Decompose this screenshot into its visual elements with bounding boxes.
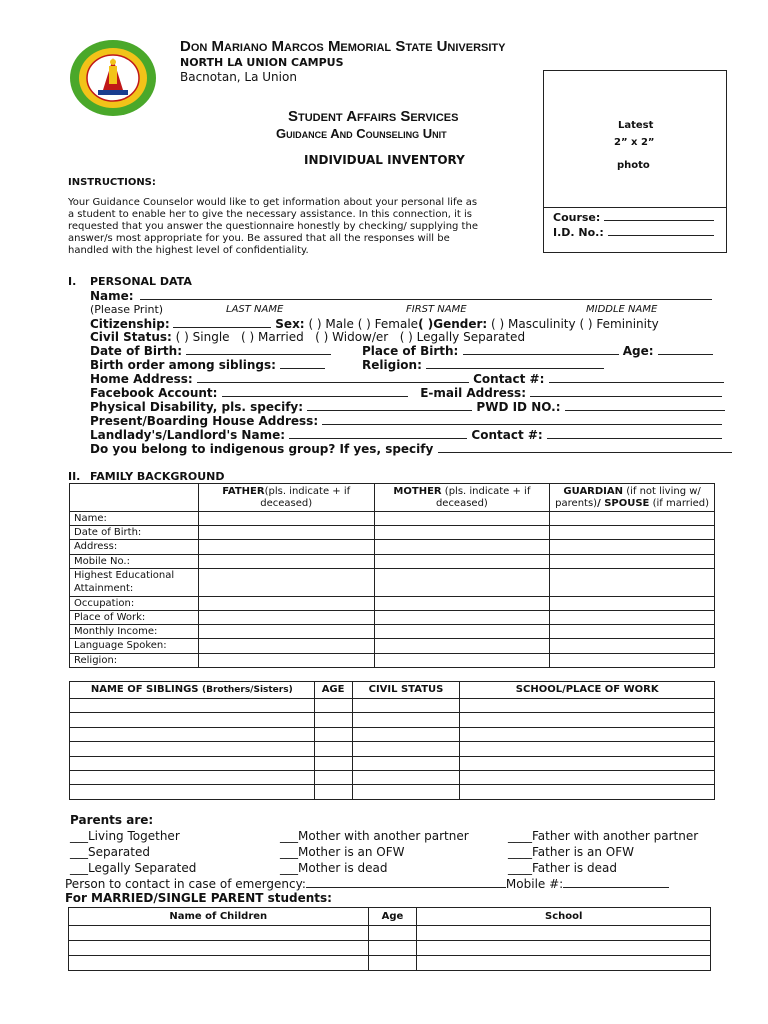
row-emergency: Person to contact in case of emergency: Mobile #: xyxy=(65,877,669,891)
form-title: INDIVIDUAL INVENTORY xyxy=(304,153,465,167)
section-title-family: FAMILY BACKGROUND xyxy=(90,470,225,483)
row-home-address: Home Address: Contact #: xyxy=(90,372,724,386)
parents-option-mother-dead[interactable]: ___Mother is dead xyxy=(280,861,388,875)
please-print-note: (Please Print) xyxy=(90,303,164,316)
siblings-col-age: AGE xyxy=(314,682,352,699)
disability-field[interactable] xyxy=(307,401,472,411)
children-header-row xyxy=(69,908,711,926)
instructions-title: INSTRUCTIONS: xyxy=(68,177,156,188)
indigenous-field[interactable] xyxy=(438,443,732,453)
citizenship-field[interactable] xyxy=(173,318,271,328)
parents-title: Parents are: xyxy=(70,813,154,827)
office-title: Student Affairs Services xyxy=(288,108,459,125)
university-seal xyxy=(68,38,158,118)
family-row-religion: Religion: xyxy=(70,653,715,667)
siblings-col-civil: CIVIL STATUS xyxy=(352,682,460,699)
civil-married-option[interactable]: ( ) Married xyxy=(241,330,304,344)
family-row-address: Address: xyxy=(70,540,715,554)
children-col-name: Name of Children xyxy=(69,908,369,926)
row-religion: Religion: xyxy=(362,358,604,372)
id-label: I.D. No.: xyxy=(553,226,714,239)
parents-option-legally-separated[interactable]: ___Legally Separated xyxy=(70,861,197,875)
family-table xyxy=(69,483,715,668)
civil-single-option[interactable]: ( ) Single xyxy=(175,330,230,344)
unit-title: Guidance And Counseling Unit xyxy=(276,126,447,141)
family-col-father: FATHER(pls. indicate + if deceased) xyxy=(198,484,374,512)
parents-option-father-ofw[interactable]: ____Father is an OFW xyxy=(508,845,634,859)
row-boarding: Present/Boarding House Address: xyxy=(90,414,722,428)
civil-widow-option[interactable]: ( ) Widow/er xyxy=(315,330,389,344)
row-disability: Physical Disability, pls. specify: PWD ID NO.: xyxy=(90,400,725,414)
dob-field[interactable] xyxy=(186,345,331,355)
photo-label-latest: Latest xyxy=(618,120,654,131)
landlord-contact-field[interactable] xyxy=(547,429,722,439)
parents-option-father-dead[interactable]: ____Father is dead xyxy=(508,861,617,875)
parents-option-together[interactable]: ___Living Together xyxy=(70,829,180,843)
row-birth: Date of Birth: xyxy=(90,344,331,358)
family-row-mobile: Mobile No.: xyxy=(70,554,715,568)
middle-name-caption: MIDDLE NAME xyxy=(586,304,658,315)
siblings-col-school: SCHOOL/PLACE OF WORK xyxy=(460,682,715,699)
name-field[interactable] xyxy=(140,290,712,300)
family-col-label xyxy=(70,484,199,512)
family-row-name: Name: xyxy=(70,512,715,526)
table-row xyxy=(70,756,715,770)
age-field[interactable] xyxy=(658,345,713,355)
siblings-header-row xyxy=(70,682,715,699)
section-number-family: II. xyxy=(68,470,81,483)
row-facebook: Facebook Account: E-mail Address: xyxy=(90,386,722,400)
boarding-address-field[interactable] xyxy=(322,415,722,425)
gender-femininity-option[interactable]: ( ) Femininity xyxy=(579,317,659,331)
children-col-school: School xyxy=(417,908,711,926)
emergency-mobile-field[interactable] xyxy=(563,878,669,888)
name-label: Name: xyxy=(90,289,134,303)
religion-field[interactable] xyxy=(426,359,604,369)
gender-masculinity-option[interactable]: ( ) Masculinity xyxy=(491,317,576,331)
campus-name: NORTH LA UNION CAMPUS xyxy=(180,56,344,69)
course-field[interactable] xyxy=(604,211,714,221)
parents-option-mother-ofw[interactable]: ___Mother is an OFW xyxy=(280,845,405,859)
children-table xyxy=(68,907,711,971)
family-row-income: Monthly Income: xyxy=(70,625,715,639)
birth-order-field[interactable] xyxy=(280,359,325,369)
table-row xyxy=(70,713,715,727)
siblings-col-name: NAME OF SIBLINGS (Brothers/Sisters) xyxy=(70,682,315,699)
photo-label-size: 2” x 2” xyxy=(614,137,655,148)
family-row-occupation: Occupation: xyxy=(70,596,715,610)
id-field[interactable] xyxy=(608,226,714,236)
campus-address: Bacnotan, La Union xyxy=(180,70,297,84)
emergency-contact-field[interactable] xyxy=(306,878,506,888)
row-landlord: Landlady's/Landlord's Name: Contact #: xyxy=(90,428,722,442)
siblings-table xyxy=(69,681,715,800)
table-row xyxy=(70,770,715,784)
children-col-age: Age xyxy=(368,908,417,926)
sex-female-option[interactable]: ( ) Female xyxy=(357,317,419,331)
course-label: Course: xyxy=(553,211,714,224)
sex-male-option[interactable]: ( ) Male xyxy=(308,317,354,331)
row-birth-place: Place of Birth: Age: xyxy=(362,344,713,358)
row-civil-status: Civil Status: ( ) Single ( ) Married ( ) Widow/er ( ) Legally Separated xyxy=(90,330,526,344)
facebook-field[interactable] xyxy=(222,387,408,397)
last-name-caption: LAST NAME xyxy=(226,304,284,315)
row-birth-order: Birth order among siblings: xyxy=(90,358,325,372)
instructions-text: Your Guidance Counselor would like to get information about your personal life as a student to enable her to give the necessary assistance. In this connection, it is requested that you answer the questionnaire honestly by checking/ supplying the answer/s most appropriate for you. Be assured that all the responses will be handled with the highest level of confidentiality. xyxy=(68,197,478,256)
table-row xyxy=(69,956,711,971)
parents-option-mother-partner[interactable]: ___Mother with another partner xyxy=(280,829,469,843)
family-col-guardian: GUARDIAN (if not living w/ parents)/ SPOUSE (if married) xyxy=(550,484,715,512)
university-name: Don Mariano Marcos Memorial State University xyxy=(180,38,506,55)
table-row xyxy=(69,926,711,941)
table-row xyxy=(70,699,715,713)
section-title-personal: PERSONAL DATA xyxy=(90,275,192,288)
row-citizenship: Citizenship: Sex: ( ) Male ( ) Female( )Gender: ( ) Masculinity ( ) Femininity xyxy=(90,317,659,331)
pob-field[interactable] xyxy=(463,345,619,355)
first-name-caption: FIRST NAME xyxy=(406,304,467,315)
pwd-id-field[interactable] xyxy=(565,401,725,411)
landlord-field[interactable] xyxy=(289,429,467,439)
children-title: For MARRIED/SINGLE PARENT students: xyxy=(65,891,332,905)
family-row-education: Highest Educational Attainment: xyxy=(70,568,715,596)
family-col-mother: MOTHER (pls. indicate + if deceased) xyxy=(374,484,550,512)
family-row-dob: Date of Birth: xyxy=(70,526,715,540)
email-field[interactable] xyxy=(530,387,722,397)
section-number-personal: I. xyxy=(68,275,77,288)
row-indigenous: Do you belong to indigenous group? If yes, specify xyxy=(90,442,732,456)
parents-option-separated[interactable]: ___Separated xyxy=(70,845,150,859)
table-row xyxy=(70,785,715,799)
family-row-language: Language Spoken: xyxy=(70,639,715,653)
civil-separated-option[interactable]: ( ) Legally Separated xyxy=(399,330,526,344)
contact-field[interactable] xyxy=(549,373,724,383)
family-header-row xyxy=(70,484,715,512)
family-row-workplace: Place of Work: xyxy=(70,610,715,624)
table-row xyxy=(70,742,715,756)
table-row xyxy=(69,941,711,956)
table-row xyxy=(70,727,715,741)
parents-option-father-partner[interactable]: ____Father with another partner xyxy=(508,829,699,843)
home-address-field[interactable] xyxy=(197,373,469,383)
photo-label-photo: photo xyxy=(617,160,650,171)
